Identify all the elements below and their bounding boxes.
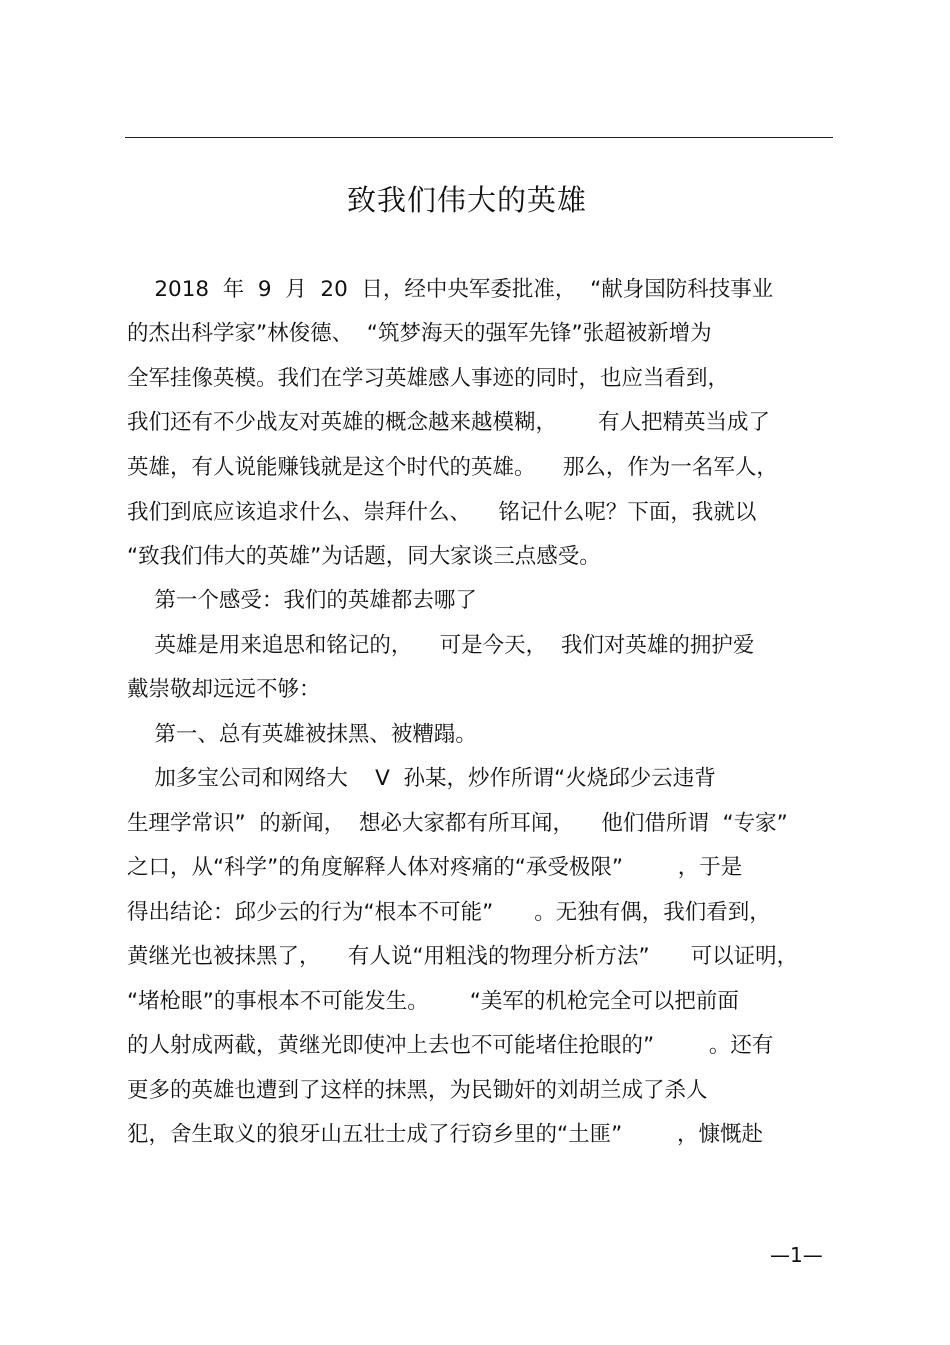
body-line: 全军挂像英模。我们在学习英雄感人事迹的同时，也应当看到， <box>127 366 730 391</box>
body-line: 英雄，有人说能赚钱就是这个时代的英雄。 那么，作为一名军人， <box>127 455 778 480</box>
body-line: 我们还有不少战友对英雄的概念越来越模糊， 有人把精英当成了 <box>127 410 771 435</box>
document-title: 致我们伟大的英雄 <box>346 183 587 217</box>
body-line: 的人射成两截，黄继光即使冲上去也不可能堵住抢眼的” 。还有 <box>127 1033 774 1058</box>
body-line: 黄继光也被抹黑了， 有人说“用粗浅的物理分析方法” 可以证明， <box>127 944 799 969</box>
body-line: 犯，舍生取义的狼牙山五壮士成了行窃乡里的“土匪” ，慷慨赴 <box>127 1122 763 1147</box>
body-line: 得出结论：邱少云的行为“根本不可能” 。无独有偶，我们看到， <box>127 900 771 925</box>
body-line: “致我们伟大的英雄”为话题，同大家谈三点感受。 <box>127 544 601 569</box>
body-line: 我们到底应该追求什么、崇拜什么、 铭记什么呢？下面，我就以 <box>127 500 757 525</box>
body-line: “堵枪眼”的事根本不可能发生。 “美军的机枪完全可以把前面 <box>127 989 739 1014</box>
body-line: 更多的英雄也遭到了这样的抹黑，为民锄奸的刘胡兰成了杀人 <box>127 1078 708 1103</box>
body-line: 2018 年 9 月 20 日，经中央军委批准， “献身国防科技事业 <box>127 277 774 302</box>
body-line: 英雄是用来追思和铭记的， 可是今天， 我们对英雄的拥护爱 <box>127 633 755 658</box>
page-number: —1— <box>770 1243 823 1267</box>
subsection-heading: 第一、总有英雄被抹黑、被糟蹋。 <box>127 722 477 747</box>
body-line: 之口，从“科学”的角度解释人体对疼痛的“承受极限” ，于是 <box>127 855 743 880</box>
body-line: 戴崇敬却远远不够： <box>127 677 321 702</box>
body-line: 加多宝公司和网络大 V 孙某，炒作所谓“火烧邱少云违背 <box>127 766 716 791</box>
body-line: 生理学常识” 的新闻， 想必大家都有所耳闻， 他们借所谓 “专家” <box>127 811 788 836</box>
header-rule <box>125 137 833 138</box>
section-heading: 第一个感受：我们的英雄都去哪了 <box>127 588 477 613</box>
body-line: 的杰出科学家”林俊德、 “筑梦海天的强军先锋”张超被新增为 <box>127 321 712 346</box>
